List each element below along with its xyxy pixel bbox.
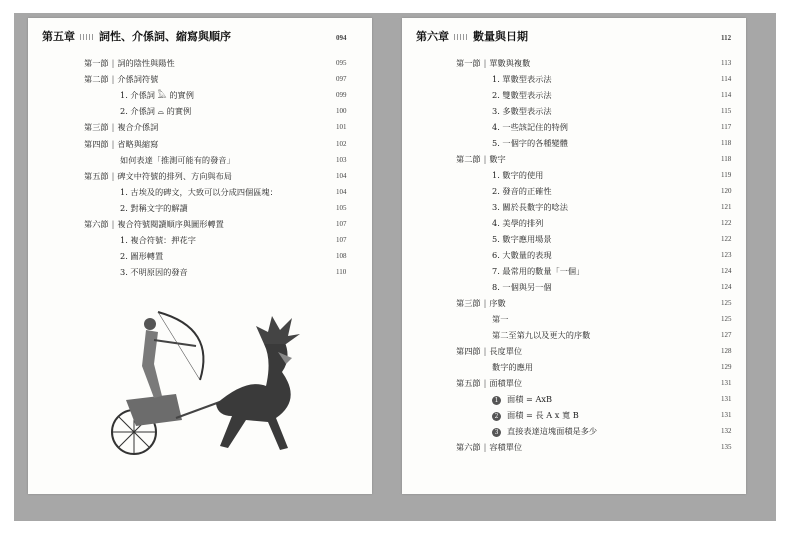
toc-section-row[interactable]	[84, 72, 356, 86]
page-number: 118	[721, 139, 732, 147]
item-title: 直接表達這塊面積是多少	[507, 426, 598, 436]
section-label: 第二節	[456, 154, 481, 164]
page-number: 124	[721, 283, 732, 291]
chapter-label: 第六章	[416, 30, 449, 43]
toc-item-row[interactable]	[492, 216, 741, 230]
section-label: 第四節	[456, 346, 481, 356]
page-number: 107	[336, 220, 347, 228]
toc-section-row[interactable]	[84, 56, 356, 70]
numbered-circle-icon: 3	[492, 428, 501, 437]
toc-item-row[interactable]	[120, 185, 356, 199]
toc-item-row[interactable]	[492, 360, 741, 374]
item-title: 8. 一個與另一個	[492, 282, 552, 292]
page-number: 125	[721, 315, 732, 323]
separator-bar: |	[111, 219, 115, 229]
section-label: 第一節	[84, 58, 109, 68]
page-number: 120	[721, 187, 732, 195]
right-page	[402, 18, 746, 494]
item-title: 2. 對稱文字的解讀	[120, 202, 188, 213]
toc-item-row[interactable]	[492, 280, 741, 294]
toc-item-row[interactable]	[120, 104, 356, 118]
page-number: 104	[336, 187, 347, 196]
item-title: 1. 古埃及的碑文，大致可以分成四個區塊：	[120, 186, 278, 197]
item-title: 2. 介係詞 ⌓ 的實例	[120, 106, 192, 117]
toc-item-row[interactable]	[492, 312, 741, 326]
toc-item-row[interactable]	[120, 265, 356, 279]
page-number: 128	[721, 347, 732, 355]
toc-item-row[interactable]	[492, 248, 741, 262]
toc-item-row[interactable]	[492, 120, 741, 134]
section-label: 第三節	[84, 122, 109, 133]
item-title: 4. 一些該記住的特例	[492, 122, 568, 132]
page-number: 103	[336, 155, 347, 164]
toc-item-row[interactable]	[492, 104, 741, 118]
toc-item-row[interactable]	[492, 264, 741, 278]
item-title: 1. 複合符號：押花字	[120, 235, 196, 246]
toc-item-row[interactable]	[492, 72, 741, 86]
separator-bar: |	[111, 58, 115, 68]
item-title: 第二至第九以及更大的序數	[492, 330, 591, 340]
section-title: 詞的陰性與陽性	[117, 58, 175, 68]
chapter-title: 詞性、介係詞、縮寫與順序	[99, 30, 231, 43]
section-title: 省略與縮寫	[117, 138, 159, 149]
item-title: 數字的應用	[492, 362, 533, 372]
section-label: 第三節	[456, 298, 481, 308]
page-number: 125	[721, 299, 732, 307]
item-title: 1. 單數型表示法	[492, 74, 552, 84]
toc-item-row[interactable]	[492, 392, 741, 406]
page-number: 107	[336, 236, 347, 245]
page-number: 115	[721, 107, 732, 115]
numbered-circle-icon: 1	[492, 396, 501, 405]
chapter-heading	[416, 30, 732, 44]
separator-bar: |	[483, 154, 487, 164]
toc-section-row[interactable]	[84, 217, 356, 231]
section-label: 第四節	[84, 138, 109, 149]
page-number: 131	[721, 379, 732, 387]
page-number: 097	[336, 75, 347, 84]
item-title: 7. 最常用的數量「一個」	[492, 266, 585, 276]
toc-item-row[interactable]	[492, 328, 741, 342]
separator-bar: |	[111, 74, 115, 85]
toc-item-row[interactable]	[492, 88, 741, 102]
page-number: 114	[721, 75, 732, 83]
item-title: 4. 美學的排列	[492, 218, 544, 228]
toc-item-row[interactable]	[492, 408, 741, 422]
item-title: 面積 = AxB	[507, 394, 552, 404]
toc-section-row[interactable]	[456, 376, 741, 390]
item-title: 5. 數字應用場景	[492, 234, 552, 244]
item-title: 3. 關於長數字的唸法	[492, 202, 568, 212]
section-title: 序數	[489, 298, 506, 308]
page-number: 129	[721, 363, 732, 371]
toc-section-row[interactable]	[84, 137, 356, 151]
page-number: 100	[336, 107, 347, 116]
page-number: 122	[721, 235, 732, 243]
toc-section-row[interactable]	[84, 120, 356, 134]
section-title: 複合介係詞	[117, 122, 159, 133]
toc-item-row[interactable]	[120, 249, 356, 263]
section-label: 第五節	[456, 378, 481, 388]
separator-bar: |	[483, 378, 487, 388]
section-title: 數字	[489, 154, 506, 164]
page-number: 117	[721, 123, 732, 131]
page-number: 113	[721, 59, 732, 67]
page-number: 131	[721, 395, 732, 403]
section-title: 介係詞符號	[117, 74, 159, 85]
toc-section-row[interactable]	[456, 344, 741, 358]
item-title: 3. 多數型表示法	[492, 106, 552, 116]
section-label: 第五節	[84, 170, 109, 181]
page-number: 135	[721, 443, 732, 451]
page-number: 122	[721, 219, 732, 227]
numbered-circle-icon: 2	[492, 412, 501, 421]
page-number: 121	[721, 203, 732, 211]
separator-bar: |	[111, 138, 115, 149]
page-number: 124	[721, 267, 732, 275]
chapter-marker-icon	[80, 34, 94, 40]
section-title: 容積單位	[489, 442, 523, 452]
page-number: 099	[336, 91, 347, 100]
page-number: 110	[336, 268, 347, 277]
page-number: 132	[721, 427, 732, 435]
toc-item-row[interactable]	[120, 88, 356, 102]
section-title: 單數與複數	[489, 58, 531, 68]
separator-bar: |	[111, 122, 115, 133]
page-number: 108	[336, 252, 347, 261]
chapter-title: 數量與日期	[473, 30, 528, 43]
toc-item-row[interactable]	[492, 184, 741, 198]
separator-bar: |	[483, 58, 487, 68]
section-title: 長度單位	[489, 346, 523, 356]
item-title: 2. 圖形轉置	[120, 251, 164, 262]
page-number: 127	[721, 331, 732, 339]
chapter-heading	[42, 30, 358, 44]
item-title: 2. 發音的正確性	[492, 186, 552, 196]
item-title: 6. 大數量的表現	[492, 250, 552, 260]
separator-bar: |	[111, 170, 115, 181]
item-title: 面積 = 長 A x 寬 B	[507, 410, 579, 420]
toc-item-row[interactable]	[492, 168, 741, 182]
toc-item-row[interactable]	[492, 232, 741, 246]
page-number: 101	[336, 123, 347, 132]
section-label: 第六節	[456, 442, 481, 452]
toc-section-row[interactable]	[456, 440, 741, 454]
item-title: 如何表達「推測可能有的發音」	[120, 154, 235, 165]
page-number: 094	[336, 34, 347, 42]
left-page	[28, 18, 372, 494]
page-number: 095	[336, 59, 347, 67]
toc-section-row[interactable]	[456, 296, 741, 310]
toc-section-row[interactable]	[456, 152, 741, 166]
section-label: 第一節	[456, 58, 481, 68]
separator-bar: |	[483, 298, 487, 308]
toc-section-row[interactable]	[84, 169, 356, 183]
toc-item-row[interactable]	[492, 200, 741, 214]
item-title: 1. 數字的使用	[492, 170, 544, 180]
toc-item-row[interactable]	[492, 424, 741, 438]
toc-item-row[interactable]	[120, 201, 356, 215]
page-number: 119	[721, 171, 732, 179]
item-title: 2. 雙數型表示法	[492, 90, 552, 100]
chapter-marker-icon	[454, 34, 468, 40]
page-number: 123	[721, 251, 732, 259]
section-title: 碑文中符號的排列、方向與布局	[117, 170, 232, 181]
item-title: 第一	[492, 314, 509, 324]
item-title: 5. 一個字的各種變體	[492, 138, 568, 148]
section-label: 第六節	[84, 219, 109, 229]
section-label: 第二節	[84, 74, 109, 85]
page-number: 104	[336, 171, 347, 180]
item-title: 1. 介係詞 𓅓 的實例	[120, 90, 194, 101]
page-number: 105	[336, 203, 347, 212]
separator-bar: |	[483, 346, 487, 356]
page-number: 102	[336, 139, 347, 148]
separator-bar: |	[483, 442, 487, 452]
section-title: 複合符號閱讀順序與圖形轉置	[117, 219, 224, 229]
item-title: 3. 不明原因的發音	[120, 267, 188, 278]
toc-item-row[interactable]	[492, 136, 741, 150]
section-title: 面積單位	[489, 378, 523, 388]
toc-section-row[interactable]	[456, 56, 741, 70]
toc-item-row[interactable]	[120, 233, 356, 247]
page-number: 114	[721, 91, 732, 99]
chariot-illustration	[96, 308, 316, 468]
chapter-label: 第五章	[42, 30, 75, 43]
toc-item-row[interactable]	[120, 153, 356, 167]
page-number: 118	[721, 155, 732, 163]
page-number: 112	[721, 34, 732, 42]
page-number: 131	[721, 411, 732, 419]
